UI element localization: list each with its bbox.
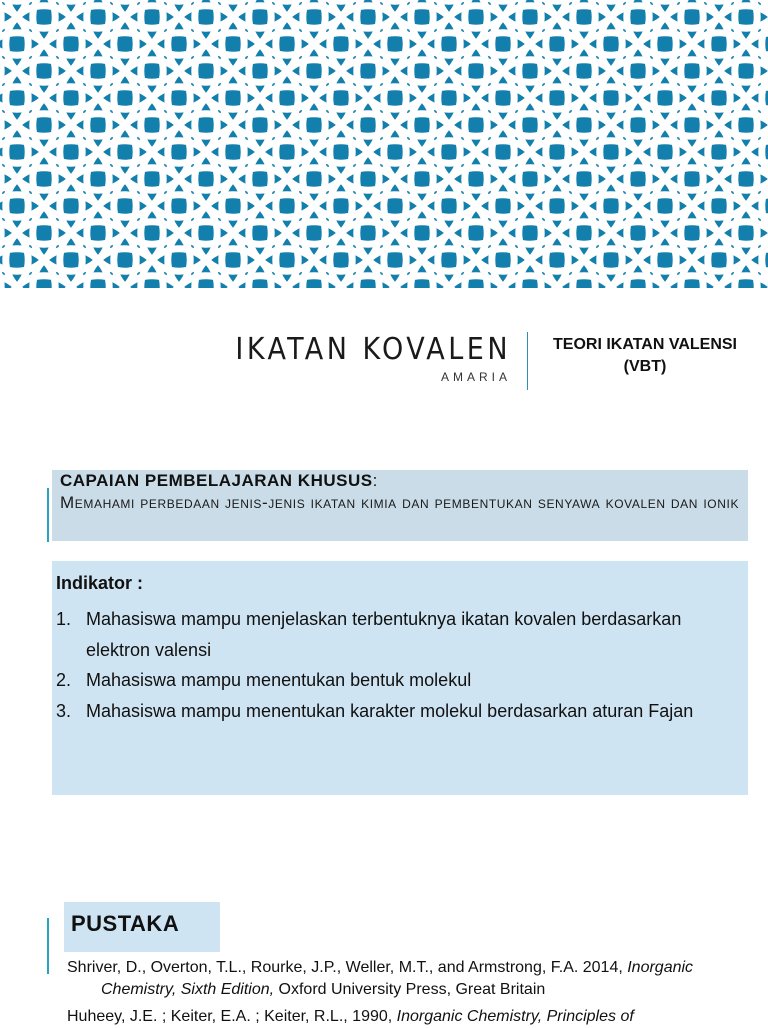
presentation-title: IKATAN KOVALEN xyxy=(235,332,511,367)
side-heading-line1: TEORI IKATAN VALENSI xyxy=(553,336,737,353)
indikator-title: Indikator : xyxy=(56,573,144,593)
reference-title: Inorganic Chemistry, Principles of xyxy=(396,1008,634,1025)
reference-title-continued: Chemistry, Sixth Edition, xyxy=(101,981,275,998)
pustaka-accent-line xyxy=(47,918,49,974)
indikator-item-text: Mahasiswa mampu menentukan bentuk molekul xyxy=(86,670,472,690)
reference-authors: Shriver, D., Overton, T.L., Rourke, J.P., Weller, M.T., and Armstrong, F.A. 2014, xyxy=(67,959,628,976)
indikator-item-number: 2. xyxy=(56,670,72,690)
indikator-item-text: Mahasiswa mampu menjelaskan terbentuknya ikatan kovalen berdasarkan elektron valensi xyxy=(86,609,682,660)
indikator-item xyxy=(56,604,736,665)
indikator-item xyxy=(56,665,736,696)
pustaka-title: PUSTAKA xyxy=(71,911,180,936)
cpk-heading xyxy=(60,470,377,492)
reference-continuation xyxy=(67,979,757,1001)
indikator-list xyxy=(56,604,736,726)
reference-title: Inorganic xyxy=(627,959,694,976)
cpk-heading-text: CAPAIAN PEMBELAJARAN KHUSUS xyxy=(60,471,373,490)
decorative-pattern-banner xyxy=(0,0,768,288)
title-block xyxy=(0,318,768,398)
title-divider xyxy=(527,332,528,390)
cpk-accent-line xyxy=(47,488,49,542)
indikator-item-number: 1. xyxy=(56,609,72,629)
cpk-heading-colon: : xyxy=(372,471,378,490)
side-heading xyxy=(540,334,750,378)
reference-authors: Huheey, J.E. ; Keiter, E.A. ; Keiter, R.L., 1990, xyxy=(67,1008,397,1025)
reference-publisher: Oxford University Press, Great Britain xyxy=(274,981,546,998)
indikator-item-number: 3. xyxy=(56,700,72,721)
reference-item xyxy=(67,1006,757,1028)
side-heading-line2: (VBT) xyxy=(623,358,667,375)
author-name: AMARIA xyxy=(440,370,511,384)
reference-item xyxy=(67,957,757,1001)
cpk-description: Memahami perbedaan jenis-jenis ikatan kimia dan pembentukan senyawa kovalen dan ionik xyxy=(60,493,740,512)
indikator-item-text: Mahasiswa mampu menentukan karakter molekul berdasarkan aturan Fajan xyxy=(86,700,694,721)
indikator-item xyxy=(56,696,736,727)
